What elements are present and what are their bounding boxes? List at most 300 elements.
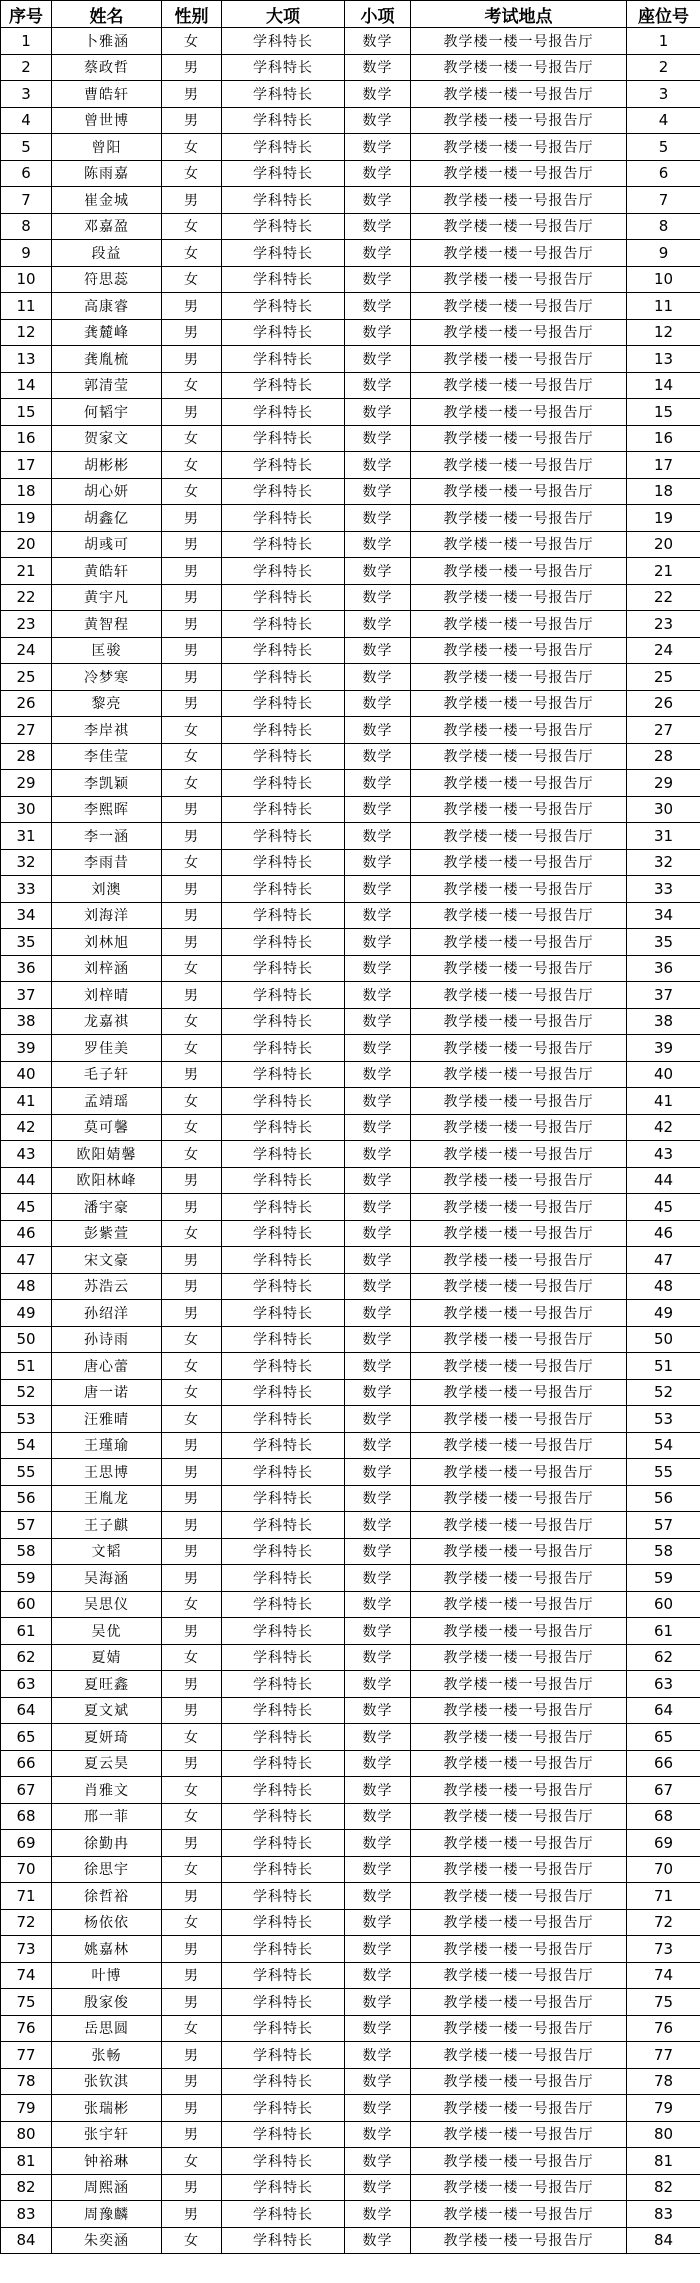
row-name: 彭紫萱 (52, 1220, 162, 1247)
row-location: 教学楼一楼一号报告厅 (411, 558, 627, 585)
row-name: 徐勤冉 (52, 1830, 162, 1857)
row-location: 教学楼一楼一号报告厅 (411, 1406, 627, 1433)
row-no: 11 (1, 293, 52, 320)
table-row (1, 929, 700, 956)
row-location: 教学楼一楼一号报告厅 (411, 1909, 627, 1936)
row-seat: 14 (627, 372, 700, 399)
row-seat: 8 (627, 213, 700, 240)
row-category: 学科特长 (222, 531, 345, 558)
row-no: 38 (1, 1008, 52, 1035)
row-subcategory: 数学 (345, 2095, 411, 2122)
row-location: 教学楼一楼一号报告厅 (411, 1803, 627, 1830)
table-row (1, 1008, 700, 1035)
row-seat: 5 (627, 134, 700, 161)
table-row (1, 1512, 700, 1539)
row-category: 学科特长 (222, 1777, 345, 1804)
row-no: 42 (1, 1114, 52, 1141)
table-row (1, 1697, 700, 1724)
row-location: 教学楼一楼一号报告厅 (411, 2068, 627, 2095)
row-gender: 女 (162, 425, 222, 452)
table-row (1, 293, 700, 320)
row-category: 学科特长 (222, 1220, 345, 1247)
row-location: 教学楼一楼一号报告厅 (411, 876, 627, 903)
row-category: 学科特长 (222, 717, 345, 744)
row-seat: 80 (627, 2121, 700, 2148)
row-seat: 50 (627, 1326, 700, 1353)
row-category: 学科特长 (222, 1141, 345, 1168)
row-location: 教学楼一楼一号报告厅 (411, 1432, 627, 1459)
row-gender: 女 (162, 28, 222, 55)
row-subcategory: 数学 (345, 876, 411, 903)
row-name: 黄皓轩 (52, 558, 162, 585)
row-gender: 女 (162, 743, 222, 770)
row-seat: 64 (627, 1697, 700, 1724)
row-location: 教学楼一楼一号报告厅 (411, 346, 627, 373)
row-seat: 43 (627, 1141, 700, 1168)
row-seat: 78 (627, 2068, 700, 2095)
row-no: 17 (1, 452, 52, 479)
table-row (1, 1724, 700, 1751)
row-gender: 男 (162, 1618, 222, 1645)
row-seat: 29 (627, 770, 700, 797)
table-row (1, 1300, 700, 1327)
table-row (1, 1750, 700, 1777)
row-seat: 51 (627, 1353, 700, 1380)
row-subcategory: 数学 (345, 134, 411, 161)
row-no: 84 (1, 2227, 52, 2254)
row-subcategory: 数学 (345, 213, 411, 240)
row-category: 学科特长 (222, 770, 345, 797)
row-category: 学科特长 (222, 1432, 345, 1459)
row-seat: 71 (627, 1883, 700, 1910)
row-no: 4 (1, 107, 52, 134)
row-location: 教学楼一楼一号报告厅 (411, 28, 627, 55)
row-subcategory: 数学 (345, 1777, 411, 1804)
row-location: 教学楼一楼一号报告厅 (411, 372, 627, 399)
row-name: 龚胤梳 (52, 346, 162, 373)
row-subcategory: 数学 (345, 81, 411, 108)
row-category: 学科特长 (222, 2201, 345, 2228)
table-row (1, 690, 700, 717)
row-seat: 82 (627, 2174, 700, 2201)
row-no: 31 (1, 823, 52, 850)
row-name: 欧阳林峰 (52, 1167, 162, 1194)
row-seat: 42 (627, 1114, 700, 1141)
row-name: 黎亮 (52, 690, 162, 717)
row-category: 学科特长 (222, 1538, 345, 1565)
row-location: 教学楼一楼一号报告厅 (411, 1220, 627, 1247)
row-name: 吴海涵 (52, 1565, 162, 1592)
row-seat: 22 (627, 584, 700, 611)
table-row (1, 1777, 700, 1804)
row-category: 学科特长 (222, 2042, 345, 2069)
row-seat: 61 (627, 1618, 700, 1645)
row-subcategory: 数学 (345, 1141, 411, 1168)
header-subcategory: 小项 (345, 1, 411, 28)
row-no: 50 (1, 1326, 52, 1353)
table-row (1, 876, 700, 903)
row-no: 83 (1, 2201, 52, 2228)
table-row (1, 2121, 700, 2148)
row-seat: 75 (627, 1989, 700, 2016)
row-seat: 17 (627, 452, 700, 479)
row-location: 教学楼一楼一号报告厅 (411, 1883, 627, 1910)
row-category: 学科特长 (222, 743, 345, 770)
row-location: 教学楼一楼一号报告厅 (411, 1936, 627, 1963)
row-no: 48 (1, 1273, 52, 1300)
row-no: 9 (1, 240, 52, 267)
row-gender: 女 (162, 717, 222, 744)
table-row (1, 452, 700, 479)
row-name: 何韬宇 (52, 399, 162, 426)
row-location: 教学楼一楼一号报告厅 (411, 134, 627, 161)
table-row (1, 107, 700, 134)
row-subcategory: 数学 (345, 1220, 411, 1247)
row-no: 23 (1, 611, 52, 638)
table-row (1, 372, 700, 399)
row-gender: 男 (162, 1061, 222, 1088)
row-location: 教学楼一楼一号报告厅 (411, 637, 627, 664)
table-row (1, 770, 700, 797)
row-no: 6 (1, 160, 52, 187)
table-row (1, 743, 700, 770)
row-location: 教学楼一楼一号报告厅 (411, 2174, 627, 2201)
row-seat: 13 (627, 346, 700, 373)
row-no: 34 (1, 902, 52, 929)
row-location: 教学楼一楼一号报告厅 (411, 823, 627, 850)
row-gender: 男 (162, 2068, 222, 2095)
table-row (1, 1273, 700, 1300)
table-row (1, 955, 700, 982)
row-name: 李熙晖 (52, 796, 162, 823)
table-row (1, 81, 700, 108)
row-category: 学科特长 (222, 929, 345, 956)
row-seat: 66 (627, 1750, 700, 1777)
row-subcategory: 数学 (345, 1353, 411, 1380)
row-no: 53 (1, 1406, 52, 1433)
row-name: 胡彬彬 (52, 452, 162, 479)
row-subcategory: 数学 (345, 266, 411, 293)
table-row (1, 823, 700, 850)
row-seat: 25 (627, 664, 700, 691)
row-category: 学科特长 (222, 902, 345, 929)
row-no: 66 (1, 1750, 52, 1777)
row-name: 吴思仪 (52, 1591, 162, 1618)
row-no: 64 (1, 1697, 52, 1724)
row-subcategory: 数学 (345, 770, 411, 797)
table-row (1, 1141, 700, 1168)
row-location: 教学楼一楼一号报告厅 (411, 54, 627, 81)
row-subcategory: 数学 (345, 1512, 411, 1539)
row-gender: 男 (162, 902, 222, 929)
row-seat: 12 (627, 319, 700, 346)
table-row (1, 796, 700, 823)
row-gender: 女 (162, 1141, 222, 1168)
row-gender: 女 (162, 134, 222, 161)
row-seat: 27 (627, 717, 700, 744)
row-no: 58 (1, 1538, 52, 1565)
row-category: 学科特长 (222, 1989, 345, 2016)
row-subcategory: 数学 (345, 1856, 411, 1883)
row-seat: 4 (627, 107, 700, 134)
row-gender: 女 (162, 849, 222, 876)
row-name: 李凯颖 (52, 770, 162, 797)
row-subcategory: 数学 (345, 929, 411, 956)
row-gender: 男 (162, 929, 222, 956)
row-category: 学科特长 (222, 452, 345, 479)
row-seat: 70 (627, 1856, 700, 1883)
row-gender: 女 (162, 1088, 222, 1115)
row-seat: 73 (627, 1936, 700, 1963)
row-no: 63 (1, 1671, 52, 1698)
row-name: 胡鑫亿 (52, 505, 162, 532)
row-no: 30 (1, 796, 52, 823)
row-seat: 41 (627, 1088, 700, 1115)
row-subcategory: 数学 (345, 611, 411, 638)
row-name: 夏妍琦 (52, 1724, 162, 1751)
row-seat: 60 (627, 1591, 700, 1618)
row-category: 学科特长 (222, 876, 345, 903)
row-gender: 男 (162, 611, 222, 638)
row-gender: 女 (162, 213, 222, 240)
row-subcategory: 数学 (345, 2042, 411, 2069)
row-gender: 男 (162, 1989, 222, 2016)
row-location: 教学楼一楼一号报告厅 (411, 1989, 627, 2016)
row-subcategory: 数学 (345, 2174, 411, 2201)
row-seat: 28 (627, 743, 700, 770)
header-name: 姓名 (52, 1, 162, 28)
row-seat: 1 (627, 28, 700, 55)
row-category: 学科特长 (222, 1883, 345, 1910)
row-name: 夏文斌 (52, 1697, 162, 1724)
row-seat: 20 (627, 531, 700, 558)
row-seat: 37 (627, 982, 700, 1009)
row-seat: 24 (627, 637, 700, 664)
row-seat: 33 (627, 876, 700, 903)
row-no: 65 (1, 1724, 52, 1751)
row-location: 教学楼一楼一号报告厅 (411, 770, 627, 797)
row-subcategory: 数学 (345, 293, 411, 320)
row-name: 曾阳 (52, 134, 162, 161)
row-gender: 男 (162, 876, 222, 903)
table-row (1, 611, 700, 638)
row-name: 郭清莹 (52, 372, 162, 399)
row-gender: 女 (162, 1114, 222, 1141)
row-subcategory: 数学 (345, 823, 411, 850)
row-gender: 男 (162, 1247, 222, 1274)
row-location: 教学楼一楼一号报告厅 (411, 1194, 627, 1221)
row-location: 教学楼一楼一号报告厅 (411, 266, 627, 293)
row-name: 唐心蕾 (52, 1353, 162, 1380)
row-no: 13 (1, 346, 52, 373)
row-subcategory: 数学 (345, 1379, 411, 1406)
row-seat: 35 (627, 929, 700, 956)
row-category: 学科特长 (222, 266, 345, 293)
row-subcategory: 数学 (345, 1830, 411, 1857)
row-category: 学科特长 (222, 849, 345, 876)
table-row (1, 849, 700, 876)
row-seat: 7 (627, 187, 700, 214)
row-gender: 男 (162, 2042, 222, 2069)
row-seat: 30 (627, 796, 700, 823)
row-subcategory: 数学 (345, 982, 411, 1009)
row-name: 文韬 (52, 1538, 162, 1565)
row-name: 潘宇豪 (52, 1194, 162, 1221)
row-no: 22 (1, 584, 52, 611)
row-no: 57 (1, 1512, 52, 1539)
row-location: 教学楼一楼一号报告厅 (411, 81, 627, 108)
row-category: 学科特长 (222, 2095, 345, 2122)
row-no: 45 (1, 1194, 52, 1221)
row-subcategory: 数学 (345, 1167, 411, 1194)
row-category: 学科特长 (222, 1962, 345, 1989)
table-row (1, 187, 700, 214)
row-name: 欧阳婧馨 (52, 1141, 162, 1168)
row-gender: 女 (162, 240, 222, 267)
table-row (1, 2068, 700, 2095)
row-subcategory: 数学 (345, 1962, 411, 1989)
row-subcategory: 数学 (345, 1485, 411, 1512)
row-subcategory: 数学 (345, 372, 411, 399)
row-subcategory: 数学 (345, 796, 411, 823)
row-seat: 63 (627, 1671, 700, 1698)
row-gender: 男 (162, 1459, 222, 1486)
row-seat: 32 (627, 849, 700, 876)
row-subcategory: 数学 (345, 1724, 411, 1751)
row-location: 教学楼一楼一号报告厅 (411, 796, 627, 823)
row-category: 学科特长 (222, 796, 345, 823)
row-category: 学科特长 (222, 346, 345, 373)
row-name: 孙诗雨 (52, 1326, 162, 1353)
row-gender: 女 (162, 1326, 222, 1353)
row-no: 68 (1, 1803, 52, 1830)
row-subcategory: 数学 (345, 1591, 411, 1618)
row-category: 学科特长 (222, 213, 345, 240)
row-location: 教学楼一楼一号报告厅 (411, 1591, 627, 1618)
table-row (1, 584, 700, 611)
row-name: 邢一菲 (52, 1803, 162, 1830)
table-row (1, 2174, 700, 2201)
row-no: 49 (1, 1300, 52, 1327)
row-subcategory: 数学 (345, 1459, 411, 1486)
row-location: 教学楼一楼一号报告厅 (411, 240, 627, 267)
row-subcategory: 数学 (345, 54, 411, 81)
table-row (1, 1406, 700, 1433)
row-name: 刘海洋 (52, 902, 162, 929)
row-seat: 76 (627, 2015, 700, 2042)
row-gender: 女 (162, 1803, 222, 1830)
table-row (1, 1194, 700, 1221)
row-category: 学科特长 (222, 1167, 345, 1194)
row-category: 学科特长 (222, 558, 345, 585)
row-gender: 男 (162, 2121, 222, 2148)
row-category: 学科特长 (222, 664, 345, 691)
row-name: 李雨昔 (52, 849, 162, 876)
table-row (1, 505, 700, 532)
table-row (1, 637, 700, 664)
row-no: 76 (1, 2015, 52, 2042)
row-seat: 36 (627, 955, 700, 982)
table-row (1, 1035, 700, 1062)
row-name: 张钦淇 (52, 2068, 162, 2095)
row-gender: 女 (162, 1856, 222, 1883)
row-category: 学科特长 (222, 187, 345, 214)
row-category: 学科特长 (222, 1856, 345, 1883)
row-no: 70 (1, 1856, 52, 1883)
row-name: 高康睿 (52, 293, 162, 320)
row-subcategory: 数学 (345, 240, 411, 267)
row-location: 教学楼一楼一号报告厅 (411, 1538, 627, 1565)
row-seat: 67 (627, 1777, 700, 1804)
row-category: 学科特长 (222, 2015, 345, 2042)
table-row (1, 1379, 700, 1406)
header-seat: 座位号 (627, 1, 700, 28)
row-category: 学科特长 (222, 584, 345, 611)
row-name: 蔡政哲 (52, 54, 162, 81)
row-subcategory: 数学 (345, 1565, 411, 1592)
row-gender: 男 (162, 54, 222, 81)
row-subcategory: 数学 (345, 743, 411, 770)
row-gender: 男 (162, 1538, 222, 1565)
row-category: 学科特长 (222, 982, 345, 1009)
row-no: 74 (1, 1962, 52, 1989)
table-row (1, 1883, 700, 1910)
row-location: 教学楼一楼一号报告厅 (411, 1512, 627, 1539)
row-location: 教学楼一楼一号报告厅 (411, 1565, 627, 1592)
row-seat: 48 (627, 1273, 700, 1300)
row-no: 12 (1, 319, 52, 346)
row-no: 39 (1, 1035, 52, 1062)
row-seat: 59 (627, 1565, 700, 1592)
row-name: 宋文豪 (52, 1247, 162, 1274)
row-subcategory: 数学 (345, 2068, 411, 2095)
row-location: 教学楼一楼一号报告厅 (411, 849, 627, 876)
table-row (1, 54, 700, 81)
row-name: 殷家俊 (52, 1989, 162, 2016)
row-location: 教学楼一楼一号报告厅 (411, 1750, 627, 1777)
row-category: 学科特长 (222, 1273, 345, 1300)
row-gender: 男 (162, 531, 222, 558)
row-subcategory: 数学 (345, 2227, 411, 2254)
table-row (1, 266, 700, 293)
row-no: 73 (1, 1936, 52, 1963)
row-seat: 3 (627, 81, 700, 108)
row-location: 教学楼一楼一号报告厅 (411, 743, 627, 770)
row-no: 56 (1, 1485, 52, 1512)
row-category: 学科特长 (222, 1114, 345, 1141)
row-seat: 40 (627, 1061, 700, 1088)
table-row (1, 1061, 700, 1088)
row-category: 学科特长 (222, 28, 345, 55)
table-row (1, 1803, 700, 1830)
row-name: 邓嘉盈 (52, 213, 162, 240)
row-name: 刘澳 (52, 876, 162, 903)
row-subcategory: 数学 (345, 902, 411, 929)
row-name: 张宇轩 (52, 2121, 162, 2148)
row-category: 学科特长 (222, 240, 345, 267)
row-location: 教学楼一楼一号报告厅 (411, 982, 627, 1009)
row-name: 李岸祺 (52, 717, 162, 744)
row-gender: 男 (162, 1936, 222, 1963)
row-no: 79 (1, 2095, 52, 2122)
row-no: 19 (1, 505, 52, 532)
row-no: 69 (1, 1830, 52, 1857)
row-no: 41 (1, 1088, 52, 1115)
row-location: 教学楼一楼一号报告厅 (411, 929, 627, 956)
row-subcategory: 数学 (345, 2148, 411, 2175)
row-subcategory: 数学 (345, 1989, 411, 2016)
row-category: 学科特长 (222, 637, 345, 664)
